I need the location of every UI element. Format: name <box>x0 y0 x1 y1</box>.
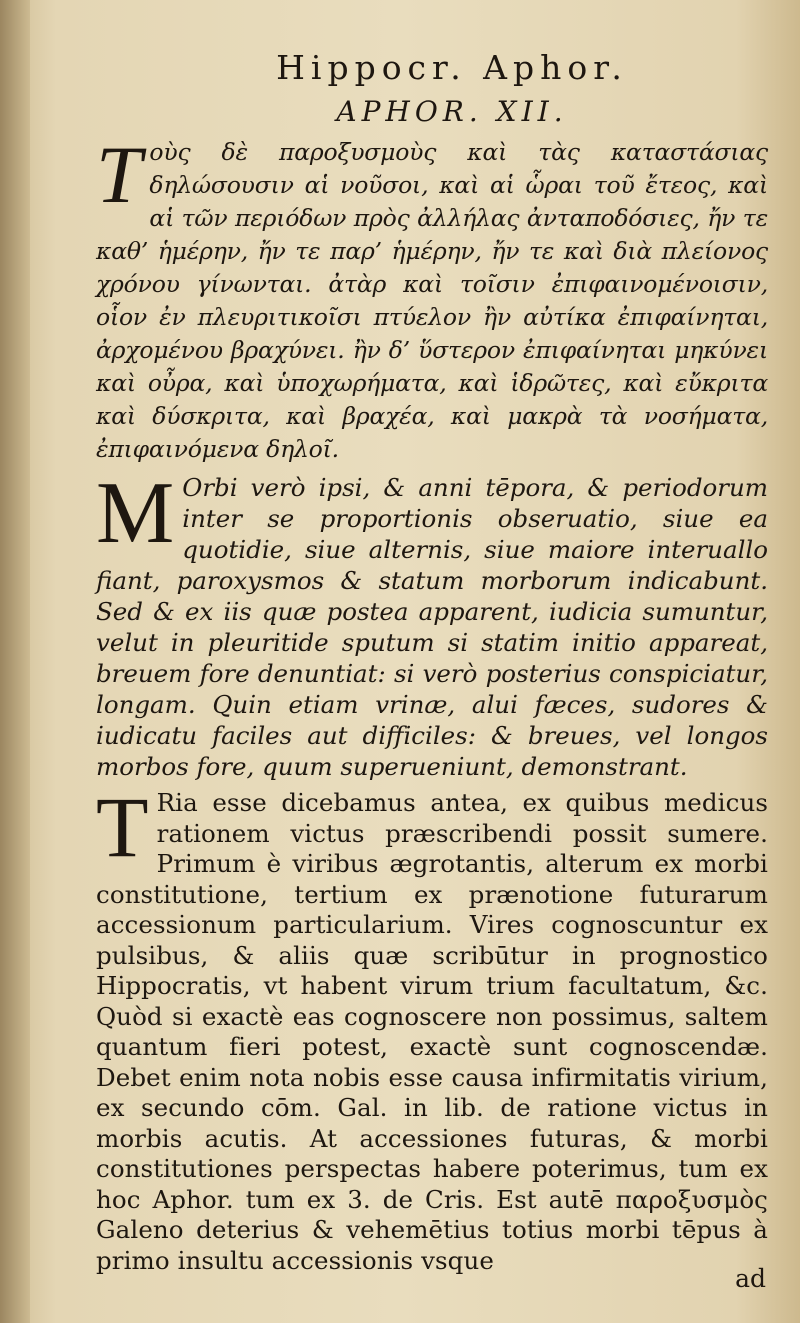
greek-drop-cap: T <box>96 129 142 220</box>
commentary <box>96 779 768 1276</box>
commentary-drop-cap: T <box>96 779 149 875</box>
latin-translation <box>96 465 768 782</box>
greek-aphorism-text <box>96 129 768 466</box>
catchword: ad <box>735 1264 766 1293</box>
commentary-paragraph: Ria esse dicebamus antea, ex quibus medicus rationem victus præscribendi possit sumere. Primum è viribus ægrotantis, alterum ex morbi constitutione, tertium ex prænotione futurarum accessionum particularium. Vires cognoscuntur ex pulsibus, & aliis quæ scribūtur in prognostico Hippocratis, vt habent virum trium facultatum, &c. Quòd si exactè eas cognoscere non possimus, saltem quantum fieri potest, exactè sunt cognoscendæ. Debet enim nota nobis esse causa infirmitatis virium, ex secundo cōm. Gal. in lib. de ratione victus in morbis acutis. At accessiones futuras, & morbi constitutiones perspectas habere poterimus, tum ex hoc Aphor. tum ex 3. de Cris. Est autē παροξυσμὸς Galeno deterius & vehemētius totius morbi tēpus à primo insultu accessionis vsque <box>96 788 768 1275</box>
greek-paragraph: οὺς δὲ παροξυσμοὺς καὶ τὰς καταστάσιας δηλώσουσιν αἱ νοῦσοι, καὶ αἱ ὧραι τοῦ ἔτεος, καὶ αἱ τῶν περιόδων πρὸς ἀλλήλας ἀνταποδόσιες, ἤν τε καθ’ ἡμέρην, ἤν τε παρ’ ἡμέρην, ἤν τε καὶ διὰ πλείονος χρόνου γίνωνται. ἀτὰρ καὶ τοῖσιν ἐπιφαινομένοισιν, οἷον ἐν πλευριτικοῖσι πτύελον ἢν αὐτίκα ἐπιφαίνηται, ἀρχομένου βραχύνει. ἢν δ’ ὕστερον ἐπιφαίνηται μηκύνει καὶ οὖρα, καὶ ὑποχωρήματα, καὶ ἱδρῶτες, καὶ εὔκριτα καὶ δύσκριτα, καὶ βραχέα, καὶ μακρὰ τὰ νοσήματα, ἐπιφαινόμενα δηλοῖ. <box>96 138 768 463</box>
running-head: Hippocr. Aphor. <box>276 48 628 87</box>
section-title: APHOR. XII. <box>336 95 568 128</box>
latin-drop-cap: M <box>96 465 175 562</box>
latin-paragraph: Orbi verò ipsi, & anni tēpora, & periodorum inter se proportionis obseruatio, siue ea quotidie, siue alternis, siue maiore interuallo fiant, paroxysmos & statum morborum indicabunt. Sed & ex iis quæ postea apparent, iudicia sumuntur, velut in pleuritide sputum si statim initio appareat, breuem fore denuntiat: si verò posterius conspiciatur, longam. Quin etiam vrinæ, alui fæces, sudores & iudicatu faciles aut difficiles: & breues, vel longos morbos fore, quum superueniunt, demonstrant. <box>96 473 768 781</box>
page-gutter <box>0 0 30 1323</box>
